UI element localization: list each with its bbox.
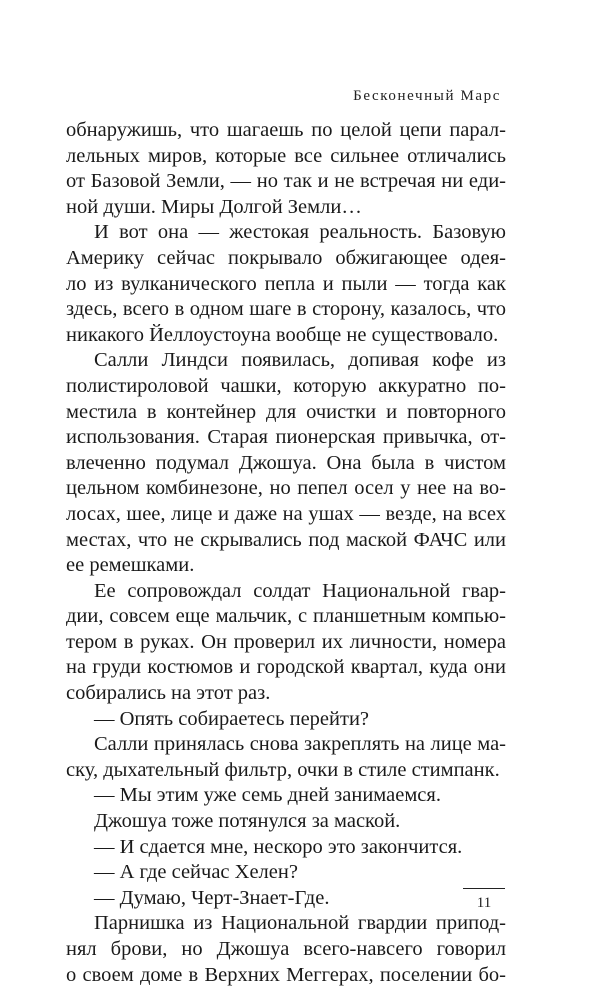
text-line: обнаружишь, что шагаешь по целой цепи парал- — [66, 119, 506, 141]
text-line: — А где сейчас Хелен? — [94, 861, 298, 884]
text-line: дии, совсем еще мальчик, с планшетным компью- — [66, 605, 506, 628]
body-text — [66, 118, 506, 988]
text-line: нял брови, но Джошуа всего-навсего говорил — [66, 938, 506, 960]
text-line: ной души. Миры Долгой Земли… — [66, 195, 362, 218]
text-line: влеченно подумал Джошуа. Она была в чистом — [66, 451, 506, 474]
text-line: цельном комбинезоне, но пепел осел у нее на во- — [66, 477, 506, 500]
text-line: — Опять собираетесь перейти? — [94, 707, 370, 730]
running-head: Бесконечный Марс — [353, 88, 501, 104]
text-line: ску, дыхательный фильтр, очки в стиле стимпанк. — [66, 758, 500, 781]
text-line: собирались на этот раз. — [66, 682, 271, 705]
text-line: Салли Линдси появилась, допивая кофе из — [94, 349, 506, 372]
text-line: никакого Йеллоустоуна вообще не существовало. — [66, 323, 499, 346]
text-line: Джошуа тоже потянулся за маской. — [94, 810, 401, 833]
text-line: от Базовой Земли, — но так и не встречая ни еди- — [66, 170, 506, 193]
text-line: Ее сопровождал солдат Национальной гвар- — [94, 579, 506, 602]
page-number: 11 — [476, 895, 492, 911]
text-line: — И сдается мне, нескоро это закончится. — [94, 835, 463, 858]
text-line: лосах, шее, лице и даже на ушах — везде, на всех — [66, 502, 506, 525]
text-line: ее ремешками. — [66, 554, 195, 577]
text-line: Парнишка из Национальной гвардии припод- — [94, 912, 506, 935]
text-line: местила в контейнер для очистки и повторного — [66, 400, 506, 423]
text-line: лельных миров, которые все сильнее отличались — [66, 144, 506, 167]
text-line: использования. Старая пионерская привычка, от- — [66, 426, 506, 449]
text-line: — Мы этим уже семь дней занимаемся. — [94, 784, 441, 807]
text-line: Салли принялась снова закреплять на лице ма- — [94, 733, 506, 756]
text-line: местах, что не скрывались под маской ФАЧС или — [66, 528, 506, 551]
text-line: на груди костюмов и городской квартал, куда они — [66, 656, 506, 679]
text-line: — Думаю, Черт-Знает-Где. — [94, 886, 330, 909]
text-line: о своем доме в Верхних Меггерах, поселении бо- — [66, 963, 506, 986]
text-line: полистироловой чашки, которую аккуратно по- — [66, 374, 506, 397]
text-line: здесь, всего в одном шаге в сторону, казалось, что — [66, 298, 506, 321]
text-line: Америку сейчас покрывало обжигающее одея- — [66, 246, 506, 269]
text-line: ло из вулканического пепла и пыли — тогда как — [66, 272, 506, 295]
folio-rule — [463, 888, 505, 889]
text-line: тером в руках. Он проверил их личности, номера — [66, 630, 506, 653]
text-line: И вот она — жестокая реальность. Базовую — [94, 221, 506, 244]
